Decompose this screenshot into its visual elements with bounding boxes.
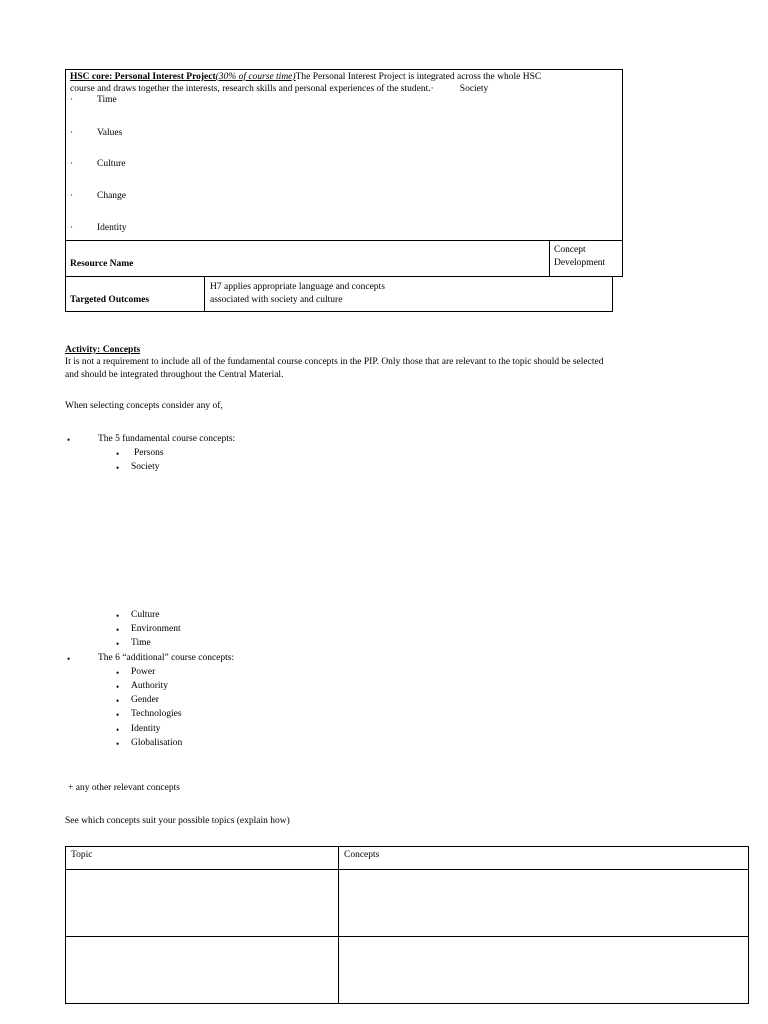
header-item-change: Change <box>97 191 127 201</box>
concept-technologies: Technologies <box>131 709 182 719</box>
group2-bullet: • <box>67 654 71 664</box>
g2-bullet-2: • <box>116 682 120 692</box>
table-cell-concepts[interactable] <box>339 937 749 1004</box>
intro-mid-bullet: · <box>430 84 434 94</box>
outcome-text-2: associated with society and culture <box>210 295 343 305</box>
concept-time: Time <box>131 638 151 648</box>
pip-intro-2: course and draws together the interests, research skills and personal experiences of the student. <box>70 84 431 94</box>
table-row <box>66 870 749 937</box>
header-line-2 <box>70 83 488 97</box>
g1a-bullet-2: • <box>116 463 120 473</box>
concept-globalisation: Globalisation <box>131 738 183 748</box>
pip-intro-1: The Personal Interest Project is integrated across the whole HSC <box>295 72 542 82</box>
header-item-identity: Identity <box>97 223 127 233</box>
g2-bullet-1: • <box>116 668 120 678</box>
topic-concepts-table <box>65 846 749 1004</box>
g1a-bullet-1: • <box>116 449 120 459</box>
header-item-values: Values <box>97 128 123 138</box>
g2-bullet-4: • <box>116 710 120 720</box>
header-item-culture: Culture <box>97 159 126 169</box>
when-selecting: When selecting concepts consider any of, <box>65 401 223 411</box>
intro-tail-society: Society <box>459 84 489 94</box>
concept-environment: Environment <box>131 624 181 634</box>
concept-identity: Identity <box>131 724 161 734</box>
outcome-text-1: H7 applies appropriate language and concepts <box>210 282 385 292</box>
g2-bullet-6: • <box>116 739 120 749</box>
group1-bullet: • <box>67 435 71 445</box>
table-header-concepts: Concepts <box>339 847 749 870</box>
header-bullet-2: · <box>70 128 74 138</box>
outcomes-divider <box>204 276 205 312</box>
concept-persons: Persons <box>134 448 164 458</box>
header-bullet-1: · <box>70 95 74 105</box>
header-bullet-3: · <box>70 159 74 169</box>
activity-para-2: and should be integrated throughout the Central Material. <box>65 370 284 380</box>
concept-culture: Culture <box>131 610 160 620</box>
concept-power: Power <box>131 667 156 677</box>
table-row <box>66 937 749 1004</box>
concept-authority: Authority <box>131 681 168 691</box>
table-header-topic: Topic <box>66 847 339 870</box>
plus-other-concepts: + any other relevant concepts <box>68 783 180 793</box>
concept-society: Society <box>131 462 160 472</box>
pip-title: HSC core: Personal Interest Project <box>70 72 216 82</box>
header-item-time: Time <box>97 95 117 105</box>
resource-row <box>65 240 623 277</box>
table-header-row <box>66 847 749 870</box>
see-which-concepts: See which concepts suit your possible topics (explain how) <box>65 816 290 826</box>
g1b-bullet-3: • <box>116 639 120 649</box>
concept-development-label: Concept Development <box>554 245 606 268</box>
g2-bullet-5: • <box>116 725 120 735</box>
resource-name-label: Resource Name <box>70 259 134 269</box>
resource-divider <box>549 240 550 277</box>
g1b-bullet-2: • <box>116 625 120 635</box>
targeted-outcomes-label: Targeted Outcomes <box>70 295 150 305</box>
table-cell-concepts[interactable] <box>339 870 749 937</box>
header-bullet-5: · <box>70 223 74 233</box>
pip-title-note: (30% of course time) <box>215 72 296 82</box>
g1b-bullet-1: • <box>116 611 120 621</box>
table-cell-topic[interactable] <box>66 870 339 937</box>
table-cell-topic[interactable] <box>66 937 339 1004</box>
g2-bullet-3: • <box>116 696 120 706</box>
activity-heading-text: Activity: Concepts <box>65 345 141 355</box>
concept-gender: Gender <box>131 695 159 705</box>
group1-label: The 5 fundamental course concepts: <box>98 434 236 444</box>
activity-para-1: It is not a requirement to include all of the fundamental course concepts in the PIP. Only those that are relevant to the topic should be selected <box>65 357 604 367</box>
group2-label: The 6 “additional” course concepts: <box>98 653 235 663</box>
header-bullet-4: · <box>70 191 74 201</box>
